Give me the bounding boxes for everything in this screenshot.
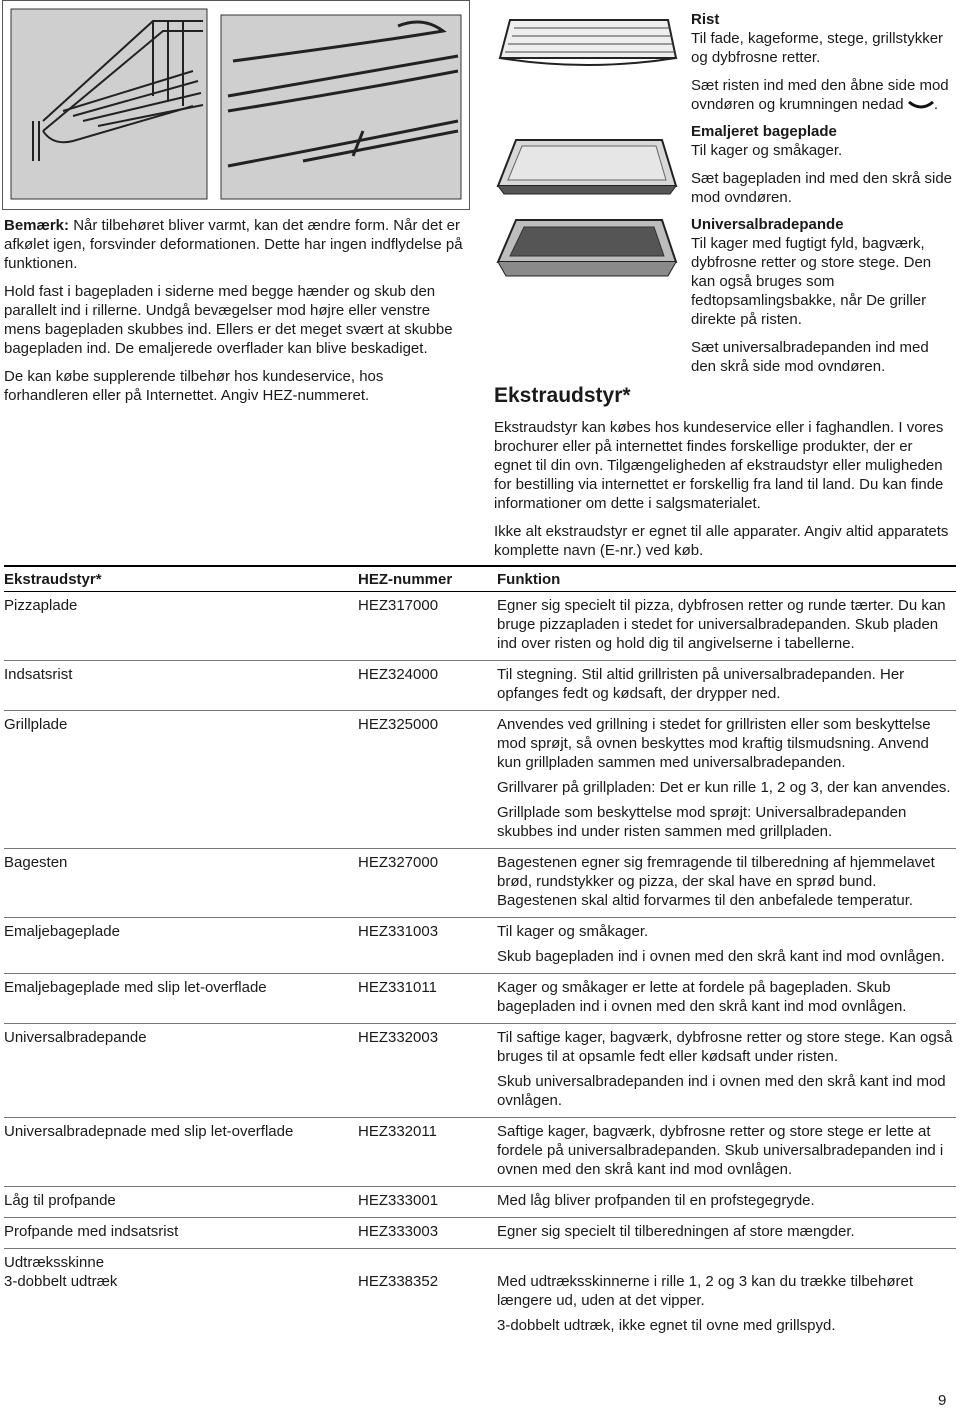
table-row — [4, 592, 956, 661]
accessory-use: Til kager med fugtigt fyld, bagværk, dybfrosne retter og store stege. Den kan også bruges som fedtopsamlingsbakke, når De griller direkte på risten. — [691, 235, 932, 328]
section-heading: Ekstraudstyr* — [494, 384, 631, 407]
function-paragraph: Til kager og småkager. — [497, 923, 649, 940]
cell-function — [497, 853, 955, 910]
purchase-paragraph: De kan købe supplerende tilbehør hos kundeservice, hos forhandleren eller på Internettet. Angiv HEZ-nummeret. — [4, 368, 384, 404]
table-row — [4, 1218, 956, 1249]
cell-accessory: Låg til profpande — [4, 1192, 116, 1209]
function-paragraph: Grillvarer på grillpladen: Det er kun rille 1, 2 og 3, der kan anvendes. — [497, 779, 951, 796]
insert-tray-paragraph: Hold fast i bagepladen i siderne med begge hænder og skub den parallelt ind i rillerne. Undgå bevægelser mod højre eller venstre mens bagepladen skubbes ind. Ellers er det meget svært at skubbe bagepladen ind. De emaljerede overflader kan blive beskadiget. — [4, 283, 453, 357]
page-number: 9 — [938, 1392, 947, 1409]
accessory-instruction: Sæt risten ind med den åbne side mod ovndøren og krumningen nedad . — [691, 77, 949, 113]
table-row — [4, 849, 956, 918]
table-row — [4, 1187, 956, 1218]
cell-function — [497, 1028, 955, 1110]
table-row — [4, 974, 956, 1024]
accessory-title: Rist — [691, 11, 720, 28]
table-row — [4, 711, 956, 849]
left-column — [4, 216, 466, 414]
cell-hez: HEZ338352 — [358, 1273, 439, 1290]
accessory-descriptions — [691, 10, 953, 376]
header-accessory: Ekstraudstyr* — [4, 571, 102, 588]
cell-accessory: Profpande med indsatsrist — [4, 1223, 179, 1240]
cell-function — [497, 922, 955, 966]
accessory-rist — [691, 10, 953, 114]
extra-intro — [494, 418, 954, 569]
cell-function — [497, 1122, 955, 1179]
cell-accessory: Indsatsrist — [4, 666, 73, 683]
table-header — [4, 565, 956, 592]
extra-paragraph: Ikke alt ekstraudstyr er egnet til alle apparater. Angiv altid apparatets komplette navn (E-nr.) ved køb. — [494, 523, 949, 559]
cell-accessory: Emaljebageplade — [4, 923, 120, 940]
function-paragraph: Skub bagepladen ind i ovnen med den skrå kant ind mod ovnlågen. — [497, 948, 945, 965]
function-paragraph: Til saftige kager, bagværk, dybfrosne retter og store stege. Kan også bruges til at opsamle fedt eller kødsaft under risten. — [497, 1029, 953, 1065]
function-paragraph: Med låg bliver profpanden til en profstegegryde. — [497, 1192, 815, 1209]
cell-function — [497, 1222, 955, 1241]
cell-hez: HEZ331003 — [358, 923, 439, 940]
header-hez: HEZ-nummer — [358, 571, 453, 588]
cell-function — [497, 596, 955, 653]
cell-function — [497, 715, 955, 841]
cell-hez: HEZ333003 — [358, 1223, 439, 1240]
table-row — [4, 918, 956, 974]
cell-function — [497, 978, 955, 1016]
function-paragraph: Anvendes ved grillning i stedet for grillristen eller som beskyttelse mod sprøjt, så ovnen beskyttes mod kraftig tilsmudsning. Anvend kun grillpladen sammen med universalbradepanden. — [497, 716, 931, 771]
accessory-title: Emaljeret bageplade — [691, 123, 837, 140]
oven-rack-illustration — [2, 0, 470, 210]
wire-rack-icon — [494, 14, 680, 72]
function-paragraph: Skub universalbradepanden ind i ovnen med den skrå kant ind mod ovnlågen. — [497, 1073, 946, 1109]
cell-hez: HEZ332003 — [358, 1029, 439, 1046]
cell-accessory: Emaljebageplade med slip let-overflade — [4, 979, 267, 996]
cell-accessory: Grillplade — [4, 716, 68, 733]
table-row — [4, 1118, 956, 1187]
cell-hez: HEZ325000 — [358, 716, 439, 733]
accessory-instruction: Sæt bagepladen ind med den skrå side mod ovndøren. — [691, 170, 953, 206]
note-text: Når tilbehøret bliver varmt, kan det ændre form. Når det er afkølet igen, forsvinder deformationen. Dette har ingen indflydelse på funktionen. — [4, 217, 463, 272]
function-paragraph: Egner sig specielt til tilberedningen af store mængder. — [497, 1223, 855, 1240]
cell-accessory: Universalbradepande — [4, 1029, 147, 1046]
accessory-use: Til kager og småkager. — [691, 142, 843, 159]
table-row — [4, 661, 956, 711]
cell-function — [497, 1253, 955, 1335]
cell-function — [497, 665, 955, 703]
cell-function — [497, 1191, 955, 1210]
curve-down-icon — [908, 100, 934, 110]
accessory-table — [4, 565, 956, 1342]
cell-hez: HEZ317000 — [358, 597, 439, 614]
function-paragraph: Bagestenen egner sig fremragende til tilberedning af hjemmelavet brød, rundstykker og pizza, der skal have en sprød bund. Bagestenen skal altid forvarmes til den anbefalede temperatur. — [497, 854, 935, 909]
enamel-baking-tray-icon — [494, 134, 680, 202]
function-paragraph: Kager og småkager er lette at fordele på bagepladen. Skub bagepladen ind i ovnen med den skrå kant ind mod ovnlågen. — [497, 979, 907, 1015]
function-paragraph: Saftige kager, bagværk, dybfrosne retter og store stege er lette at fordele på universalbradepanden. Skub universalbradepanden ind i ovnen med den skrå kant ind mod ovnlågen. — [497, 1123, 944, 1178]
note-label: Bemærk: — [4, 217, 70, 234]
accessory-instruction: Sæt universalbradepanden ind med den skrå side mod ovndøren. — [691, 339, 929, 375]
cell-accessory: Udtræksskinne 3-dobbelt udtræk — [4, 1254, 118, 1290]
note-paragraph — [4, 216, 466, 273]
accessory-use: Til fade, kageforme, stege, grillstykker og dybfrosne retter. — [691, 30, 944, 66]
cell-hez: HEZ327000 — [358, 854, 439, 871]
table-body — [4, 592, 956, 1342]
cell-hez: HEZ332011 — [358, 1123, 437, 1140]
cell-accessory: Bagesten — [4, 854, 68, 871]
function-paragraph: 3-dobbelt udtræk, ikke egnet til ovne med grillspyd. — [497, 1317, 836, 1334]
function-paragraph: Egner sig specielt til pizza, dybfrosen retter og runde tærter. Du kan bruge pizzapladen i stedet for universalbradepanden. Skub pladen ind over risten og hold dig til angivelserne i tabellerne. — [497, 597, 946, 652]
table-row — [4, 1249, 956, 1342]
table-row — [4, 1024, 956, 1118]
accessory-bageplade — [691, 122, 953, 207]
accessory-universalbradepande — [691, 215, 953, 376]
header-function: Funktion — [497, 571, 561, 588]
cell-hez: HEZ331011 — [358, 979, 437, 996]
cell-hez: HEZ324000 — [358, 666, 439, 683]
function-paragraph: Med udtræksskinnerne i rille 1, 2 og 3 kan du trække tilbehøret længere ud, uden at det vipper. — [497, 1273, 914, 1309]
extra-paragraph: Ekstraudstyr kan købes hos kundeservice eller i faghandlen. I vores brochurer eller på internettet findes forskellige produkter, der er egnet til din ovn. Tilgængeligheden af ekstraudstyr eller muligheden for bestilling via internettet er forskellig fra land til land. Du kan finde informationer om dette i salgsmaterialet. — [494, 419, 944, 512]
cell-accessory: Pizzaplade — [4, 597, 78, 614]
cell-accessory: Universalbradepnade med slip let-overflade — [4, 1123, 294, 1140]
function-paragraph: Grillplade som beskyttelse mod sprøjt: Universalbradepanden skubbes ind under risten sammen med grillpladen. — [497, 804, 907, 840]
function-paragraph: Til stegning. Stil altid grillristen på universalbradepanden. Her opfanges fedt og kødsaft, der drypper ned. — [497, 666, 905, 702]
cell-hez: HEZ333001 — [358, 1192, 439, 1209]
accessory-title: Universalbradepande — [691, 216, 844, 233]
universal-pan-icon — [494, 214, 680, 286]
